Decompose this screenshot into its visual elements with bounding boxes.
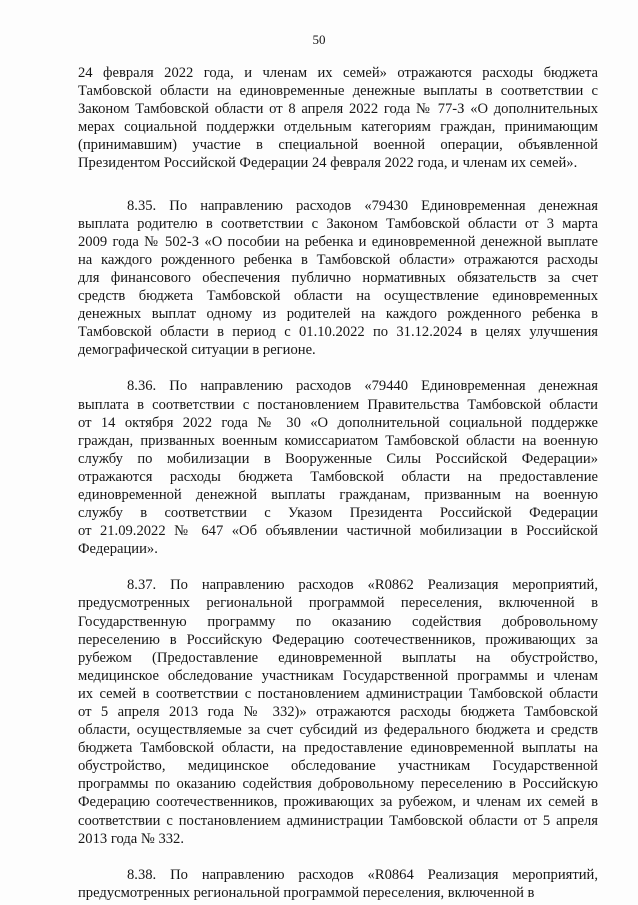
- text-line: службу в соответствии с Указом Президента Российской Федерации: [78, 505, 598, 522]
- text-line: 8.36. По направлению расходов «79440 Единовременная денежная: [127, 378, 598, 395]
- text-line: 2013 года № 332.: [78, 830, 184, 847]
- text-line: соответствии с постановлением администрации Тамбовской области от 5 апреля: [78, 812, 598, 829]
- text-line: демографической ситуации в регионе.: [78, 342, 316, 359]
- text-line: денежных выплат одному из родителей на каждого рожденного ребенка в: [78, 306, 598, 323]
- text-line: отражаются расходы бюджета Тамбовской области на предоставление: [78, 468, 598, 485]
- text-line: предусмотренных региональной программой переселения, включенной в: [78, 884, 535, 901]
- text-line: 8.35. По направлению расходов «79430 Единовременная денежная: [127, 197, 598, 214]
- text-line: Федерацию соотечественников, проживающих за рубежом, и членам их семей в: [78, 794, 598, 811]
- text-line: единовременной денежной выплаты гражданам, призванным на военную: [78, 486, 598, 503]
- text-line: Законом Тамбовской области от 8 апреля 2022 года № 77-З «О дополнительных: [78, 101, 598, 118]
- text-line: 2009 года № 502-З «О пособии на ребенка и единовременной денежной выплате: [78, 233, 598, 250]
- text-line: программы по оказанию содействия добровольному переселению в Российскую: [78, 776, 598, 793]
- text-line: 24 февраля 2022 года, и членам их семей» отражаются расходы бюджета: [78, 65, 598, 81]
- text-line: Тамбовской области в период с 01.10.2022 по 31.12.2024 в целях улучшения: [78, 324, 598, 341]
- text-line: Президентом Российской Федерации 24 февраля 2022 года, и членам их семей».: [78, 155, 578, 172]
- document-body: [78, 64, 598, 902]
- text-line: выплата в соответствии с постановлением Правительства Тамбовской области: [78, 396, 598, 413]
- text-line: бюджета Тамбовской области, на предоставление единовременной выплаты на: [78, 740, 598, 757]
- text-line: предусмотренных региональной программой переселения, включенной в: [78, 595, 598, 612]
- text-line: 8.38. По направлению расходов «R0864 Реализация мероприятий,: [127, 866, 598, 883]
- text-line: их семей в соответствии с постановлением администрации Тамбовской области: [78, 685, 598, 702]
- text-line: (принимавшим) участие в специальной военной операции, объявленной: [78, 137, 598, 154]
- text-line: на каждого рожденного ребенка в Тамбовской области» отражаются расходы: [78, 251, 598, 268]
- text-line: 8.37. По направлению расходов «R0862 Реализация мероприятий,: [127, 577, 598, 594]
- text-line: области, осуществляемые за счет субсидий из федерального бюджета и средств: [78, 722, 598, 739]
- text-line: рубежом (Предоставление единовременной выплаты на обустройство,: [78, 649, 598, 666]
- paragraph-8-37: [78, 576, 598, 847]
- paragraph-8-36: [78, 377, 598, 558]
- text-line: для финансового обеспечения публично нормативных обязательств за счет: [78, 269, 598, 286]
- text-line: мерах социальной поддержки отдельным категориям граждан, принимающим: [78, 119, 598, 136]
- text-line: граждан, призванных военным комиссариатом Тамбовской области на военную: [78, 432, 598, 449]
- text-line: выплата родителю в соответствии с Законом Тамбовской области от 3 марта: [78, 215, 598, 232]
- text-line: медицинское обследование участникам Государственной программы и членам: [78, 667, 598, 684]
- text-line: от 14 октября 2022 года № 30 «О дополнительной социальной поддержке: [78, 414, 598, 431]
- text-line: средств бюджета Тамбовской области на осуществление единовременных: [78, 288, 598, 305]
- page-number: 50: [312, 32, 326, 47]
- text-line: Тамбовской области на единовременные денежные выплаты в соответствии с: [78, 83, 598, 100]
- paragraph-continuation: [78, 64, 598, 173]
- paragraph-8-35: [78, 197, 598, 360]
- text-line: от 5 апреля 2013 года № 332)» отражаются расходы бюджета Тамбовской: [78, 704, 598, 720]
- text-line: Федерации».: [78, 541, 158, 558]
- text-line: службу по мобилизации в Вооруженные Силы Российской Федерации»: [78, 450, 598, 467]
- text-line: обустройство, медицинское обследование участникам Государственной: [78, 758, 598, 775]
- paragraph-8-38: [78, 866, 598, 902]
- text-line: Государственную программу по оказанию содействия добровольному: [78, 613, 598, 630]
- text-line: переселению в Российскую Федерацию соотечественников, проживающих за: [78, 631, 598, 648]
- text-line: от 21.09.2022 № 647 «Об объявлении частичной мобилизации в Российской: [78, 523, 598, 540]
